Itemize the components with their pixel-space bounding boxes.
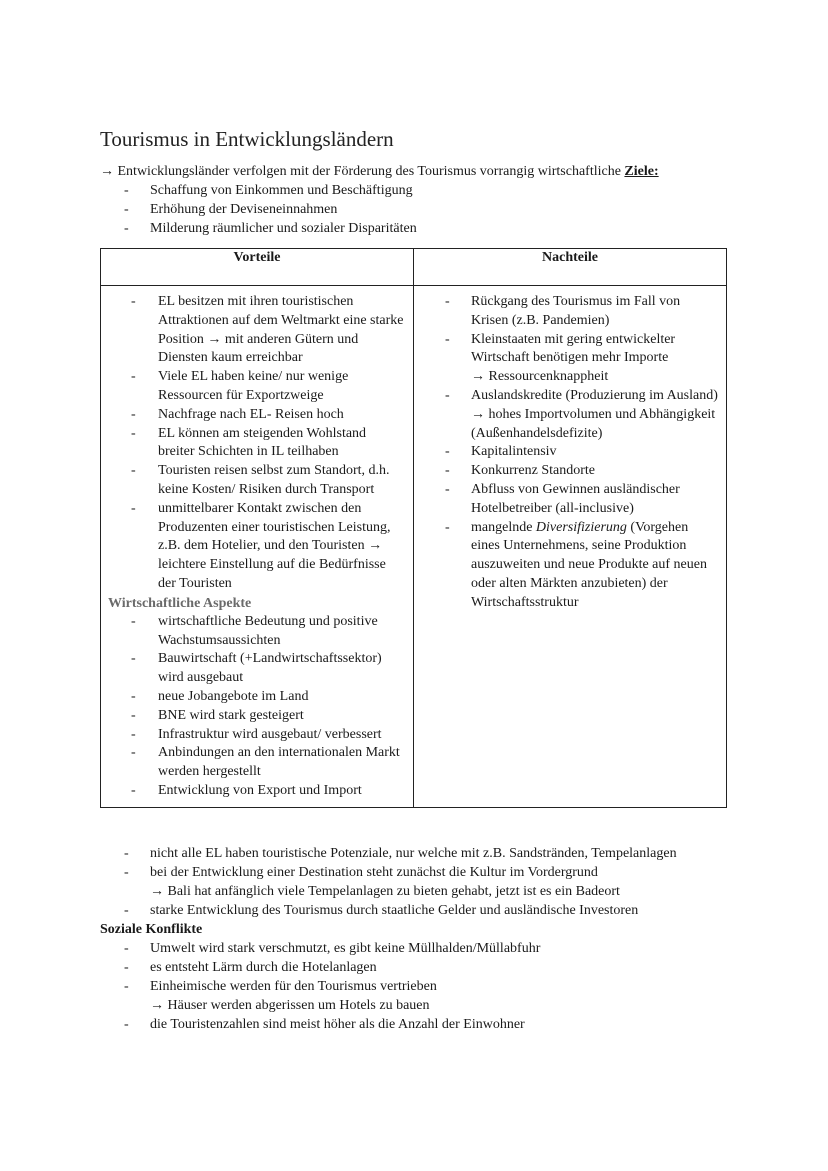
list-item: - neue Jobangebote im Land — [101, 688, 405, 707]
after-list — [100, 844, 740, 920]
wirtschaftliche-list — [101, 613, 405, 801]
list-item-text-before: mangelnde — [471, 519, 536, 535]
list-item: - Rückgang des Tourismus im Fall von Krisen (z.B. Pandemien) — [414, 293, 718, 331]
list-item: - BNE wird stark gesteigert — [101, 707, 405, 726]
intro-emphasis: Ziele: — [624, 164, 659, 179]
list-item: - starke Entwicklung des Tourismus durch staatliche Gelder und ausländische Investoren — [100, 901, 740, 920]
list-item — [100, 863, 740, 901]
page-title: Tourismus in Entwicklungsländern — [100, 127, 394, 151]
soziale-heading: Soziale Konflikte — [100, 921, 203, 937]
document-page — [100, 126, 740, 1034]
list-item-subtext: → Häuser werden abgerissen um Hotels zu bauen — [150, 997, 430, 1013]
list-item: - Schaffung von Einkommen und Beschäftigung — [100, 181, 740, 200]
list-item-text: Kleinstaaten mit gering entwickelter Wirtschaft benötigen mehr Importe — [471, 331, 676, 366]
list-item: - Kapitalintensiv — [414, 443, 718, 462]
list-item — [100, 977, 740, 1015]
soziale-list — [100, 939, 740, 1034]
list-item: - Infrastruktur wird ausgebaut/ verbessert — [101, 726, 405, 745]
wirtschaftliche-heading: Wirtschaftliche Aspekte — [108, 595, 252, 611]
list-item: - EL besitzen mit ihren touristischen Attraktionen auf dem Weltmarkt eine starke Position → mit anderen Gütern und Diensten kaum erreichbar — [101, 293, 405, 368]
vorteile-list — [101, 293, 405, 594]
intro-paragraph — [100, 162, 740, 181]
list-item: - EL können am steigenden Wohlstand breiter Schichten in IL teilhaben — [101, 425, 405, 463]
after-section — [100, 844, 740, 1034]
list-item: - Milderung räumlicher und sozialer Disparitäten — [100, 219, 740, 238]
list-item-text: Einheimische werden für den Tourismus vertrieben — [150, 978, 437, 994]
list-item: - Auslandskredite (Produzierung im Ausland) → hohes Importvolumen und Abhängigkeit (Außenhandelsdefizite) — [414, 387, 718, 443]
list-item-text: bei der Entwicklung einer Destination steht zunächst die Kultur im Vordergrund — [150, 864, 598, 880]
list-item: - die Touristenzahlen sind meist höher als die Anzahl der Einwohner — [100, 1015, 740, 1034]
goals-list — [100, 181, 740, 238]
list-item-subtext: → Ressourcenknappheit — [471, 369, 609, 385]
list-item: - Erhöhung der Deviseneinnahmen — [100, 200, 740, 219]
comparison-table — [100, 248, 727, 808]
header-vorteile: Vorteile — [101, 249, 414, 286]
list-item: - Entwicklung von Export und Import — [101, 782, 405, 801]
header-nachteile: Nachteile — [414, 249, 727, 286]
list-item: - Touristen reisen selbst zum Standort, d.h. keine Kosten/ Risiken durch Transport — [101, 462, 405, 500]
nachteile-list — [414, 293, 718, 613]
list-item: - Umwelt wird stark verschmutzt, es gibt keine Müllhalden/Müllabfuhr — [100, 939, 740, 958]
list-item-text-after: (Vorgehen eines Unternehmens, seine Produktion auszuweiten und neue Produkte auf neuen oder alten Märkten anzubieten) der Wirtschaftsstruktur — [471, 519, 707, 610]
cell-nachteile — [414, 286, 727, 808]
list-item — [414, 331, 718, 387]
list-item: - Viele EL haben keine/ nur wenige Ressourcen für Exportzweige — [101, 368, 405, 406]
list-item: - es entsteht Lärm durch die Hotelanlagen — [100, 958, 740, 977]
cell-vorteile — [101, 286, 414, 808]
list-item-subtext: → Bali hat anfänglich viele Tempelanlagen zu bieten gehabt, jetzt ist es ein Badeort — [150, 883, 620, 899]
list-item: - wirtschaftliche Bedeutung und positive Wachstumsaussichten — [101, 613, 405, 651]
list-item: - Anbindungen an den internationalen Markt werden hergestellt — [101, 744, 405, 782]
list-item: - Abfluss von Gewinnen ausländischer Hotelbetreiber (all-inclusive) — [414, 481, 718, 519]
list-item-italic: Diversifizierung — [535, 519, 627, 535]
intro-text: → Entwicklungsländer verfolgen mit der Förderung des Tourismus vorrangig wirtschaftliche — [100, 164, 625, 179]
list-item: - unmittelbarer Kontakt zwischen den Produzenten einer touristischen Leistung, z.B. dem Hotelier, und den Touristen → leichtere Einstellung auf die Bedürfnisse der Touristen — [101, 500, 405, 594]
list-item: - Nachfrage nach EL- Reisen hoch — [101, 406, 405, 425]
list-item — [414, 519, 718, 613]
list-item: - nicht alle EL haben touristische Potenziale, nur welche mit z.B. Sandstränden, Tempelanlagen — [100, 844, 740, 863]
list-item: - Konkurrenz Standorte — [414, 462, 718, 481]
list-item: - Bauwirtschaft (+Landwirtschaftssektor) wird ausgebaut — [101, 650, 405, 688]
